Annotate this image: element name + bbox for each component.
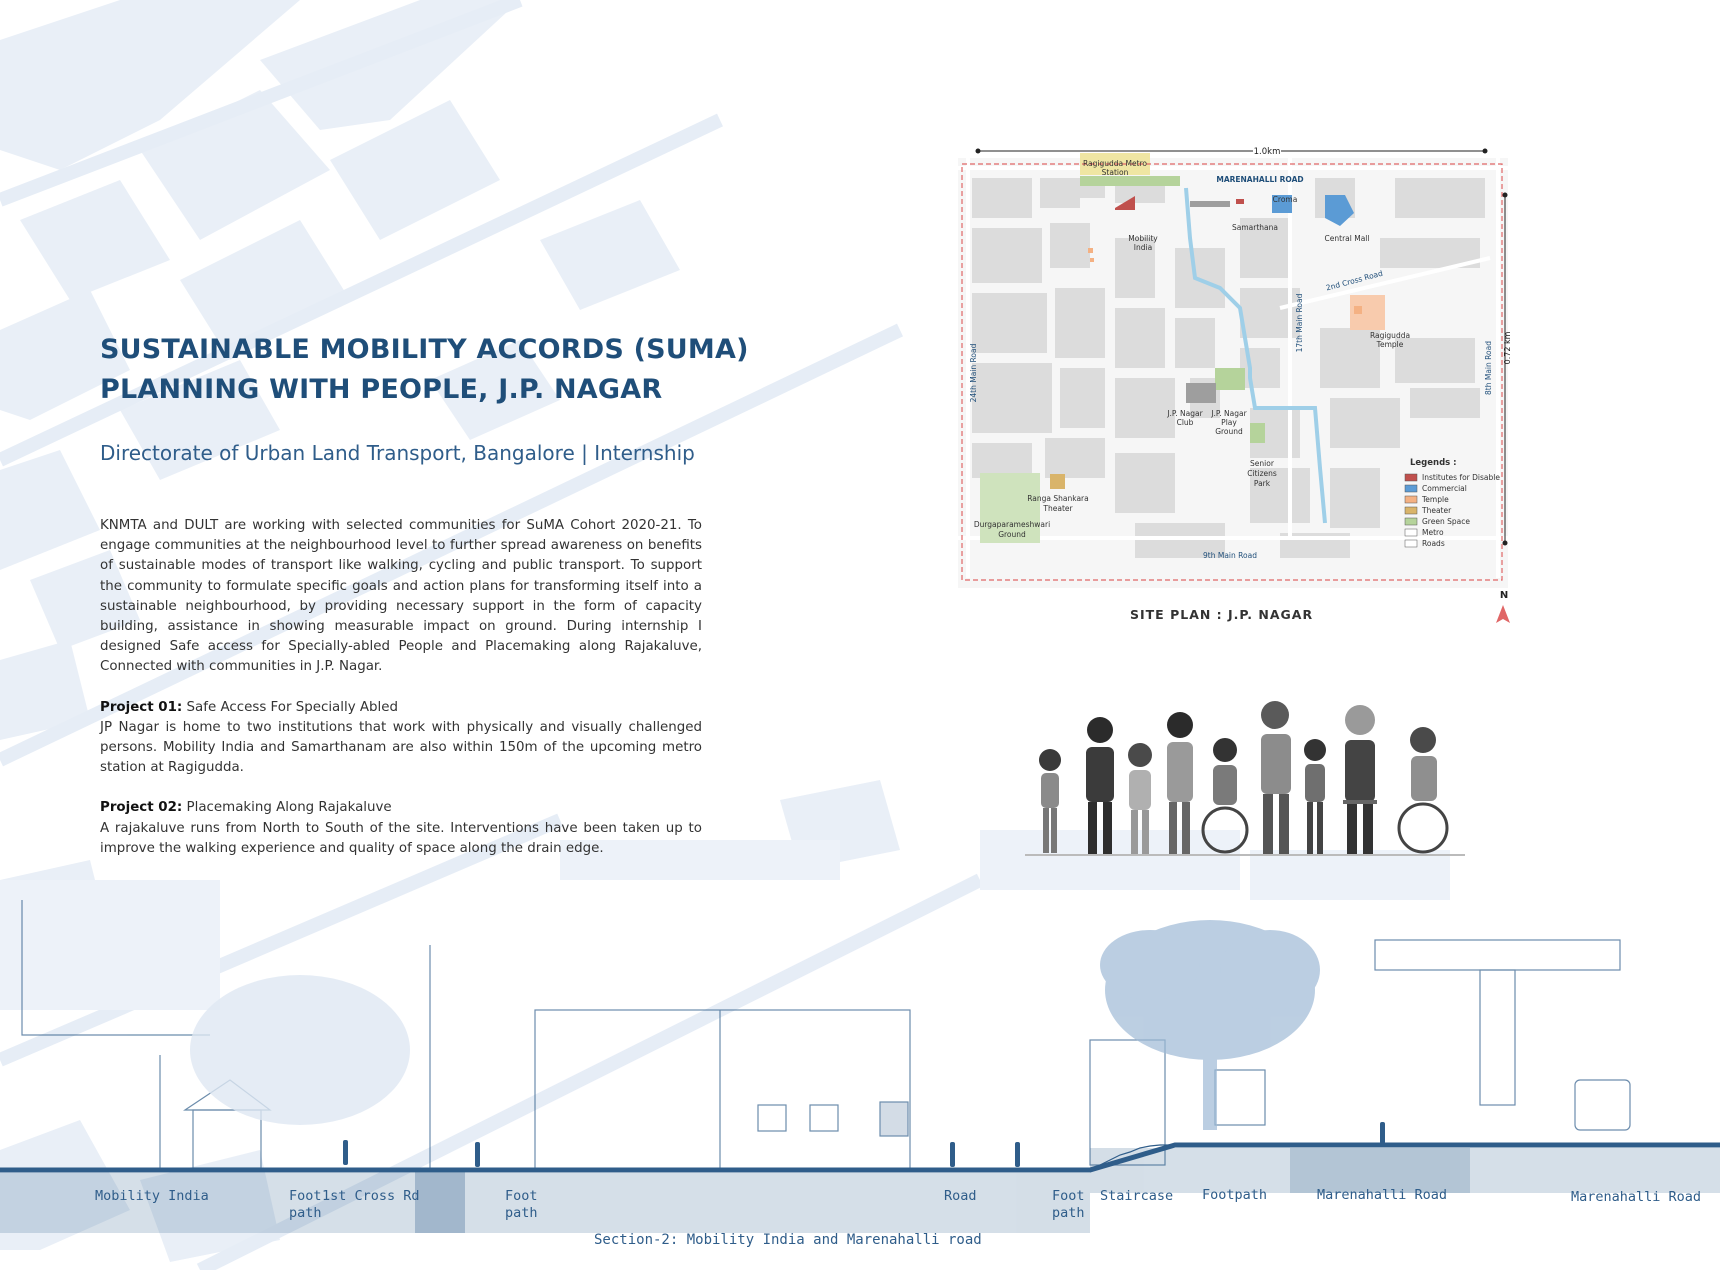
label-club-2: Club bbox=[1176, 418, 1194, 427]
section-caption: Section-2: Mobility India and Marenahalli road bbox=[594, 1232, 982, 1248]
title-line-2: PLANNING WITH PEOPLE, J.P. NAGAR bbox=[100, 374, 663, 405]
label-footpath: Footpath bbox=[1202, 1187, 1268, 1203]
figure-wheelchair-boy bbox=[1203, 738, 1247, 852]
label-senior-1: Senior bbox=[1250, 459, 1274, 468]
site-plan-map bbox=[950, 138, 1515, 601]
label-metro-2: Station bbox=[1101, 168, 1129, 177]
legend-label-institutes: Institutes for Disable bbox=[1422, 473, 1500, 482]
label-theater-2: Theater bbox=[1043, 504, 1073, 513]
label-2nd-cross: 2nd Cross Road bbox=[1324, 268, 1384, 293]
north-label: N bbox=[1499, 590, 1509, 601]
label-marenahalli-road-1: Marenahalli Road bbox=[1317, 1187, 1448, 1203]
label-foot-path-2b: path bbox=[505, 1205, 538, 1221]
label-senior-3: Park bbox=[1253, 479, 1271, 488]
label-foot-path-1b: path bbox=[289, 1205, 322, 1221]
page-title bbox=[100, 330, 749, 410]
label-foot-path-3a: Foot bbox=[1052, 1188, 1085, 1204]
figure-child-2 bbox=[1304, 739, 1326, 854]
project-2 bbox=[100, 798, 702, 859]
tree-left-silhouette bbox=[190, 975, 410, 1125]
legend-label-theater: Theater bbox=[1422, 506, 1452, 515]
scale-vertical: 0.72 km bbox=[1503, 331, 1512, 365]
legend-label-metro: Metro bbox=[1422, 528, 1444, 537]
label-staircase: Staircase bbox=[1100, 1188, 1174, 1204]
label-croma: Croma bbox=[1272, 195, 1298, 204]
title-line-1: SUSTAINABLE MOBILITY ACCORDS (SUMA) bbox=[100, 334, 749, 365]
figure-elderly-woman bbox=[1343, 705, 1377, 854]
label-mobility-1: Mobility bbox=[1128, 234, 1158, 243]
people-illustration bbox=[1025, 690, 1465, 860]
label-metro-1: Ragigudda Metro bbox=[1082, 159, 1148, 168]
label-mobility-india: Mobility India bbox=[95, 1188, 209, 1204]
label-ground-2: Ground bbox=[998, 530, 1026, 539]
label-ground-1: Durgaparameshwari bbox=[973, 520, 1051, 529]
site-plan-caption: SITE PLAN : J.P. NAGAR bbox=[1130, 607, 1314, 622]
label-central-mall: Central Mall bbox=[1324, 234, 1370, 243]
tree-silhouette bbox=[1100, 920, 1320, 1130]
label-playground-2: Play bbox=[1221, 418, 1237, 427]
scale-horizontal: 1.0km bbox=[1253, 147, 1281, 157]
legend-swatch-temple bbox=[1405, 496, 1417, 503]
project-1-heading: Project 01: bbox=[100, 699, 183, 715]
page-subtitle: Directorate of Urban Land Transport, Bangalore | Internship bbox=[100, 441, 695, 465]
label-1st-cross-rd: 1st Cross Rd bbox=[322, 1188, 420, 1204]
legend-swatch-roads bbox=[1405, 540, 1417, 547]
legend-swatch-commercial bbox=[1405, 485, 1417, 492]
project-1 bbox=[100, 698, 702, 779]
label-samarthana: Samarthana bbox=[1232, 223, 1278, 232]
label-senior-2: Citizens bbox=[1247, 469, 1277, 478]
figure-woman bbox=[1167, 712, 1193, 854]
label-theater-1: Ranga Shankara bbox=[1027, 494, 1089, 503]
legend-title: Legends : bbox=[1410, 458, 1457, 468]
project-2-text: A rajakaluve runs from North to South of the site. Interventions have been taken up to improve the walking experience and quality of space along the drain edge. bbox=[100, 820, 702, 856]
label-9th-main: 9th Main Road bbox=[1203, 551, 1257, 560]
label-playground-3: Ground bbox=[1215, 427, 1243, 436]
label-road: Road bbox=[944, 1188, 977, 1204]
street-section-drawing bbox=[0, 880, 1720, 1270]
legend-swatch-green bbox=[1405, 518, 1417, 525]
legend-label-temple: Temple bbox=[1422, 495, 1449, 504]
project-2-heading: Project 02: bbox=[100, 800, 183, 816]
label-temple-1: Ragigudda bbox=[1369, 331, 1411, 340]
label-temple-2: Temple bbox=[1376, 340, 1404, 349]
green-strip bbox=[1080, 176, 1180, 186]
figure-man bbox=[1261, 701, 1291, 854]
project-2-name: Placemaking Along Rajakaluve bbox=[186, 800, 392, 816]
body-text bbox=[100, 516, 702, 879]
label-8th-main: 8th Main Road bbox=[1484, 341, 1493, 395]
label-foot-path-1a: Foot bbox=[289, 1188, 322, 1204]
figure-girl bbox=[1128, 743, 1152, 854]
figure-wheelchair-woman bbox=[1399, 727, 1447, 852]
legend-swatch-institutes bbox=[1405, 474, 1417, 481]
label-marenahalli-road-2: Marenahalli Road bbox=[1571, 1189, 1702, 1205]
label-playground-1: J.P. Nagar bbox=[1211, 409, 1247, 418]
label-17th-main: 17th Main Road bbox=[1295, 293, 1304, 353]
label-foot-path-3b: path bbox=[1052, 1205, 1085, 1221]
legend-label-commercial: Commercial bbox=[1422, 484, 1467, 493]
project-1-name: Safe Access For Specially Abled bbox=[186, 699, 399, 715]
label-mobility-2: India bbox=[1133, 243, 1153, 252]
legend-swatch-theater bbox=[1405, 507, 1417, 514]
legend-label-green: Green Space bbox=[1422, 517, 1470, 526]
legend-label-roads: Roads bbox=[1422, 539, 1445, 548]
figure-child-1 bbox=[1039, 749, 1061, 853]
label-club-1: J.P. Nagar bbox=[1167, 409, 1203, 418]
intro-paragraph: KNMTA and DULT are working with selected communities for SuMA Cohort 2020-21. To engage communities at the neighbourhood level to further spread awareness on benefits of sustainable modes of transport like walking, cycling and public transport. To support the community to formulate specific goals and action plans for transforming itself into a sustainable neighbourhood, by providing necessary support in the form of capacity building, assistance in showing measurable impact on ground. During internship I designed Safe access for Specially-abled People and Placemaking along Rajakaluve, Connected with communities in J.P. Nagar. bbox=[100, 518, 702, 675]
label-24th-main: 24th Main Road bbox=[969, 343, 978, 403]
legend-swatch-metro bbox=[1405, 529, 1417, 536]
label-foot-path-2a: Foot bbox=[505, 1188, 538, 1204]
label-marenahalli-road: MARENAHALLI ROAD bbox=[1216, 175, 1304, 184]
figure-man-glasses bbox=[1086, 717, 1114, 854]
project-1-text: JP Nagar is home to two institutions that work with physically and visually challenged persons. Mobility India and Samarthanam are also within 150m of the upcoming metro station at Ragigudda. bbox=[100, 719, 702, 776]
north-arrow-icon bbox=[1495, 605, 1511, 625]
